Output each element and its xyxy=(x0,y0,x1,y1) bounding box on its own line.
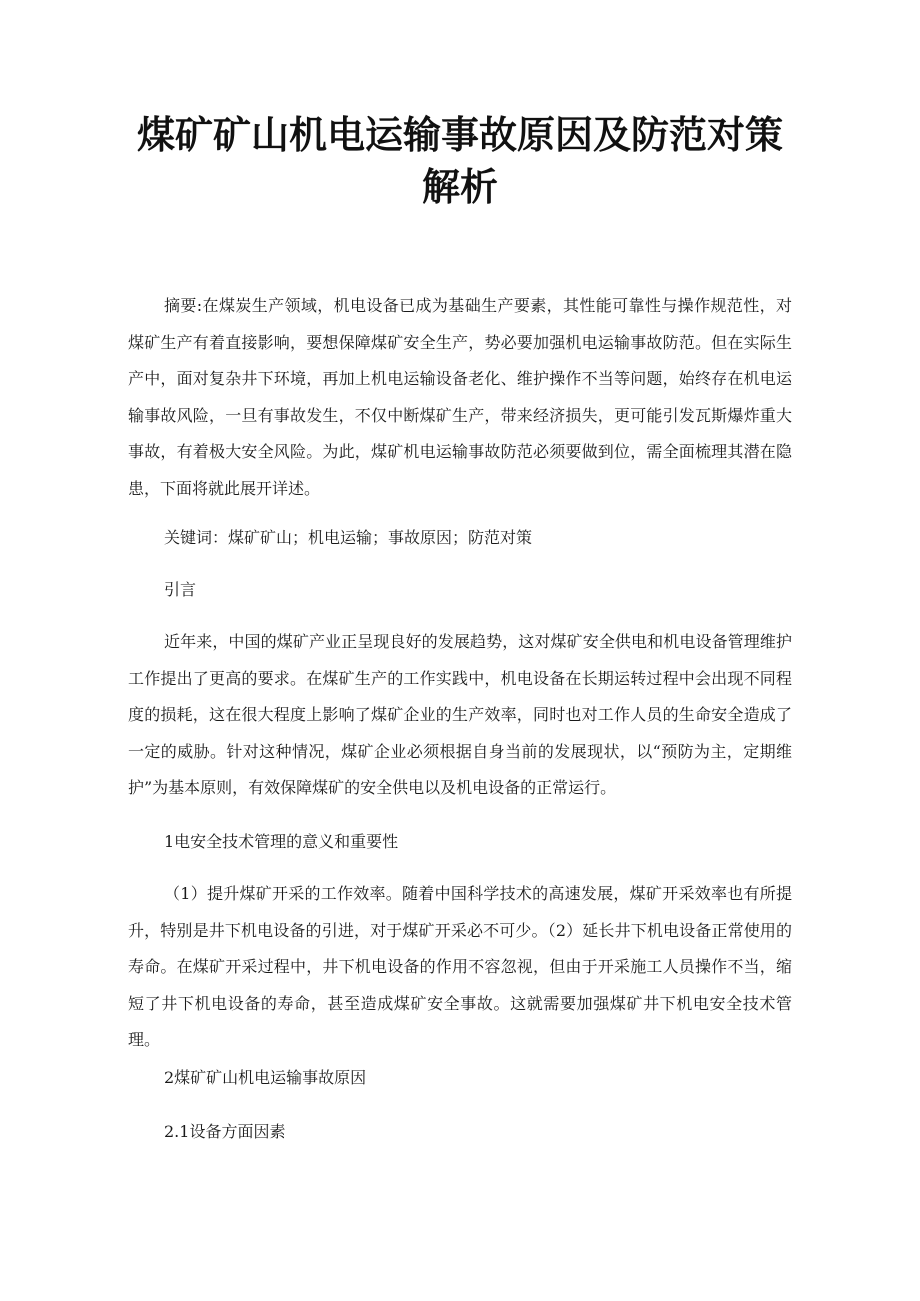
section-2-heading: 2煤矿矿山机电运输事故原因 xyxy=(164,1068,367,1087)
intro-paragraph: 近年来，中国的煤矿产业正呈现良好的发展趋势，这对煤矿安全供电和机电设备管理维护工作提出了更高的要求。在煤矿生产的工作实践中，机电设备在长期运转过程中会出现不同程度的损耗，这在很大程度上影响了煤矿企业的生产效率，同时也对工作人员的生命安全造成了一定的威胁。针对这种情况，煤矿企业必须根据自身当前的发展现状，以“预防为主，定期维护”为基本原则，有效保障煤矿的安全供电以及机电设备的正常运行。 xyxy=(128,632,792,797)
abstract-paragraph xyxy=(128,288,792,507)
abstract-label: 摘要: xyxy=(164,296,203,315)
document-title-line-2: 解析 xyxy=(421,165,498,209)
keywords-line: 关键词：煤矿矿山；机电运输；事故原因；防范对策 xyxy=(164,528,533,547)
section-1-paragraph: （1）提升煤矿开采的工作效率。随着中国科学技术的高速发展，煤矿开采效率也有所提升，特别是井下机电设备的引进，对于煤矿开采必不可少。（2）延长井下机电设备正常使用的寿命。在煤矿开采过程中，井下机电设备的作用不容忽视，但由于开采施工人员操作不当，缩短了井下机电设备的寿命，甚至造成煤矿安全事故。这就需要加强煤矿井下机电安全技术管理。 xyxy=(128,884,792,1049)
section-1-heading: 1电安全技术管理的意义和重要性 xyxy=(164,832,399,851)
intro-heading: 引言 xyxy=(164,580,197,599)
document-title-line-1: 煤矿矿山机电运输事故原因及防范对策 xyxy=(136,113,783,157)
section-2-1-heading: 2.1设备方面因素 xyxy=(164,1122,286,1141)
abstract-text: 在煤炭生产领域，机电设备已成为基础生产要素，其性能可靠性与操作规范性，对煤矿生产有着直接影响，要想保障煤矿安全生产，势必要加强机电运输事故防范。但在实际生产中，面对复杂井下环境，再加上机电运输设备老化、维护操作不当等问题，始终存在机电运输事故风险，一旦有事故发生，不仅中断煤矿生产，带来经济损失，更可能引发瓦斯爆炸重大事故，有着极大安全风险。为此，煤矿机电运输事故防范必须要做到位，需全面梳理其潜在隐患，下面将就此展开详述。 xyxy=(128,296,792,498)
